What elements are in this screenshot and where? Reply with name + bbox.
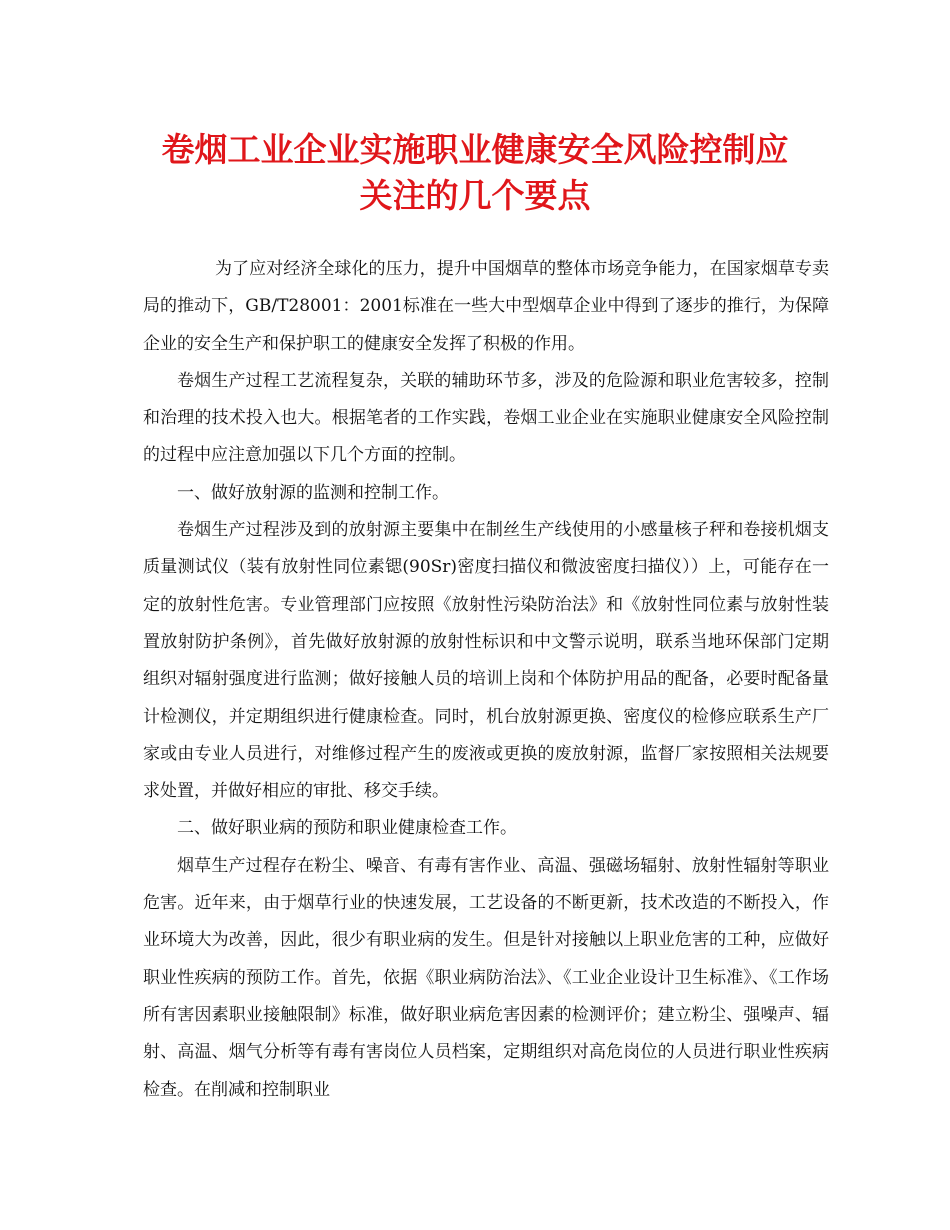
document-body xyxy=(143,251,829,1109)
paragraph-overview: 卷烟生产过程工艺流程复杂，关联的辅助环节多，涉及的危险源和职业危害较多，控制和治理的技术投入也大。根据笔者的工作实践，卷烟工业企业在实施职业健康安全风险控制的过程中应注意加强以下几个方面的控制。 xyxy=(143,370,829,466)
section-heading-radiation: 一、做好放射源的监测和控制工作。 xyxy=(177,482,449,503)
document-title-line-1: 卷烟工业企业实施职业健康安全风险控制应 xyxy=(161,130,789,169)
section-heading-occupational-disease: 二、做好职业病的预防和职业健康检查工作。 xyxy=(177,818,517,839)
paragraph-radiation: 卷烟生产过程涉及到的放射源主要集中在制丝生产线使用的小感量核子秤和卷接机烟支质量测试仪（装有放射性同位素锶(90Sr)密度扫描仪和微波密度扫描仪））上，可能存在一定的放射性危害。专业管理部门应按照《放射性污染防治法》和《放射性同位素与放射性装置放射防护条例》，首先做好放射源的放射性标识和中文警示说明，联系当地环保部门定期组织对辐射强度进行监测；做好接触人员的培训上岗和个体防护用品的配备，必要时配备量计检测仪，并定期组织进行健康检查。同时，机台放射源更换、密度仪的检修应联系生产厂家或由专业人员进行，对维修过程产生的废液或更换的废放射源，监督厂家按照相关法规要求处置，并做好相应的审批、移交手续。 xyxy=(143,520,829,802)
document-title-line-2: 关注的几个要点 xyxy=(359,176,591,215)
paragraph-occupational-disease: 烟草生产过程存在粉尘、噪音、有毒有害作业、高温、强磁场辐射、放射性辐射等职业危害。近年来，由于烟草行业的快速发展，工艺设备的不断更新，技术改造的不断投入，作业环境大为改善，因此，很少有职业病的发生。但是针对接触以上职业危害的工种，应做好职业性疾病的预防工作。首先，依据《职业病防治法》、《工业企业设计卫生标准》、《工作场所有害因素职业接触限制》标准，做好职业病危害因素的检测评价；建立粉尘、强噪声、辐射、高温、烟气分析等有毒有害岗位人员档案，定期组织对高危岗位的人员进行职业性疾病检查。在削减和控制职业 xyxy=(143,855,829,1100)
paragraph-intro: 为了应对经济全球化的压力，提升中国烟草的整体市场竞争能力，在国家烟草专卖局的推动下，GB/T28001：2001标准在一些大中型烟草企业中得到了逐步的推行，为保障企业的安全生产和保护职工的健康安全发挥了积极的作用。 xyxy=(143,259,829,354)
